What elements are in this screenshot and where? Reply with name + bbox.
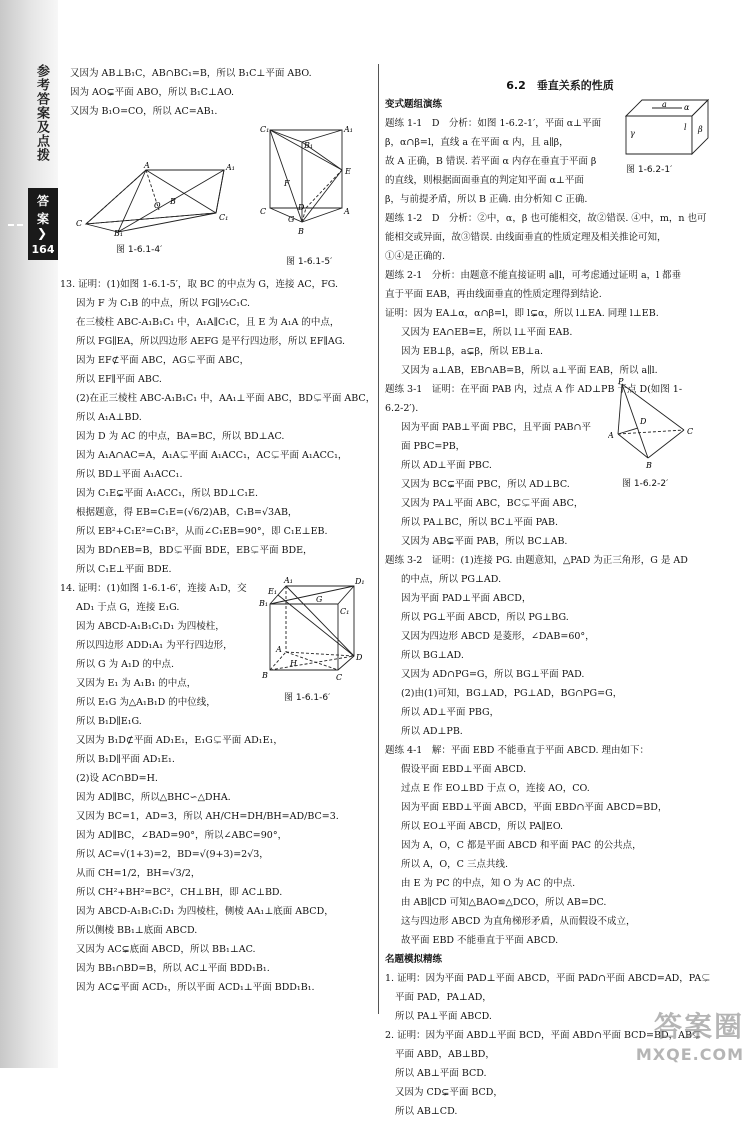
text-line: 所以 EF∥平面 ABC.: [76, 374, 162, 385]
text-line: 平面 PAD，PA⊥AD，: [395, 992, 492, 1003]
fig5-label-B: B: [298, 227, 304, 236]
text-line: 因为 EB⊥β，a⊊β，所以 EB⊥a.: [401, 346, 544, 357]
fig4-label-O: O: [154, 201, 161, 210]
figure-caption: 图 1-6.1-4′: [116, 245, 163, 255]
fig22-label-D: D: [640, 417, 647, 426]
figure-1-6-2-1: [622, 98, 712, 160]
fig4-label-B1: B₁: [114, 229, 124, 236]
prism-edge: [270, 208, 342, 222]
text-line: 能相交或异面，故③错误. 由线面垂直的性质定理及相关推论可知，: [385, 232, 667, 243]
text-line: 又因为 B₁D⊄平面 AD₁E₁，E₁G⊊平面 AD₁E₁，: [76, 735, 283, 746]
text-line: 所以 AD⊥平面 PBG，: [401, 707, 500, 718]
watermark: [636, 1005, 744, 1064]
text-line: 因为平面 EBD⊥平面 ABCD，平面 EBD∩平面 ABCD=BD，: [401, 802, 668, 813]
fig6-label-B1: B₁: [259, 599, 269, 608]
fig5-label-G: G: [288, 215, 295, 224]
edge-PA: [618, 384, 622, 434]
fig22-label-B: B: [646, 461, 652, 470]
text-line: 又因为 E₁ 为 A₁B₁ 的中点，: [76, 678, 197, 689]
text-line: 所以 CH²+BH²=BC²，CH⊥BH，即 AC⊥BD.: [76, 887, 283, 898]
fig6-label-G: G: [316, 595, 323, 604]
text-line: 因为 ABCD-A₁B₁C₁D₁ 为四棱柱，: [76, 621, 225, 632]
fig6-label-A: A: [276, 645, 282, 654]
edge-BC: [648, 430, 684, 458]
figure-1-6-1-6: [256, 574, 368, 682]
text-line: AD₁ 于点 G，连接 E₁G.: [76, 602, 180, 613]
text-line: 所以 A₁A⊥BD.: [76, 412, 142, 423]
text-line: 因为 F 为 C₁B 的中点，所以 FG∥½C₁C.: [76, 298, 251, 309]
text-line: β，α∩β=l，直线 a 在平面 α 内，且 a∥β，: [385, 137, 569, 148]
problem-13-heading: 13. 证明：(1)如图 1-6.1-5′，取 BC 的中点为 G，连接 AC，FG.: [60, 279, 338, 290]
prism-edge: [216, 170, 224, 213]
text-line: 从而 CH=1/2，BH=√3/2，: [76, 868, 201, 879]
fig5-label-C: C: [260, 207, 267, 216]
text-line: 所以 AB⊥平面 BCD.: [395, 1068, 487, 1079]
fig22-label-A: A: [608, 431, 614, 440]
fig5-label-D: D: [298, 203, 305, 212]
text-line: 又因为 BC⊊平面 PBC，所以 AD⊥BC.: [401, 479, 570, 490]
text-line: 所以 AD⊥PB.: [401, 726, 463, 737]
text-line: 面 PBC=PB，: [401, 441, 466, 452]
fig6-label-B: B: [262, 671, 268, 680]
text-line: 所以 PA⊥平面 ABCD.: [395, 1011, 492, 1022]
section-title: 6.2 垂直关系的性质: [506, 79, 614, 92]
text-line: 所以 AB⊥CD.: [395, 1106, 458, 1117]
right-column: [385, 76, 735, 1121]
text-line: 所以四边形 ADD₁A₁ 为平行四边形，: [76, 640, 233, 651]
text-line: 因为平面 PAD⊥平面 ABCD，: [401, 593, 532, 604]
exercise-3-1: 题练 3-1 证明：在平面 PAB 内，过点 A 作 AD⊥PB 于点 D(如图 1-: [385, 384, 683, 395]
fig6-label-H: H: [290, 659, 297, 668]
column-divider: [378, 64, 379, 1014]
text-line: 又因为 AC⊊底面 ABCD，所以 BB₁⊥AC.: [76, 944, 256, 955]
sidebar-title: 参考答案及点拨: [34, 64, 49, 162]
text-line: 的直线，则根据面面垂直的判定知平面 α⊥平面: [385, 175, 584, 186]
text-line: 由 E 为 PC 的中点，知 O 为 AC 的中点.: [401, 878, 576, 889]
text-line: 所以 BD⊥平面 A₁ACC₁.: [76, 469, 183, 480]
text-line: 又因为 BC=1，AD=3，所以 AH/CH=DH/BH=AD/BC=3.: [76, 811, 339, 822]
hidden-edge: [270, 652, 286, 670]
text-line: 直于平面 EAB，再由线面垂直的性质定理得到结论.: [385, 289, 602, 300]
problem-14-heading: 14. 证明：(1)如图 1-6.1-6′，连接 A₁D，交: [60, 583, 247, 594]
text-line: 所以 AD⊥平面 PBC.: [401, 460, 492, 471]
text-line: 所以 FG∥EA，所以四边形 AEFG 是平行四边形，所以 EF∥AG.: [76, 336, 345, 347]
text-line: 因为 A₁A∩AC=A，A₁A⊊平面 A₁ACC₁，AC⊊平面 A₁ACC₁，: [76, 450, 348, 461]
text-line: 由 AB∥CD 可知△BAO≌△DCO，所以 AB=DC.: [401, 897, 607, 908]
fig6-label-A1: A₁: [284, 576, 293, 585]
text-line: 因为 AO⊊平面 ABO，所以 B₁C⊥AO.: [70, 87, 235, 98]
text-line: 又因为 a⊥AB，EB∩AB=B，所以 a⊥平面 EAB，所以 a∥l.: [401, 365, 658, 376]
text-line: 因为 D 为 AC 的中点，BA=BC，所以 BD⊥AC.: [76, 431, 285, 442]
exercise-3-2: 题练 3-2 证明：(1)连接 PG. 由题意知，△PAD 为正三角形，G 是 AD: [385, 555, 688, 566]
text-line: 所以 A，O，C 三点共线.: [401, 859, 508, 870]
diagonal: [270, 586, 354, 604]
fig21-label-a: a: [662, 100, 667, 109]
fig5-label-C1: C₁: [260, 125, 270, 134]
text-line: 因为 AD∥BC，∠BAD=90°，所以∠ABC=90°，: [76, 830, 288, 841]
fig5-label-E: E: [345, 167, 351, 176]
subsection-heading: 变式题组演练: [385, 99, 443, 110]
text-line: 故平面 EBD 不能垂直于平面 ABCD.: [401, 935, 559, 946]
text-line: 因为平面 PAB⊥平面 PBC，且平面 PAB∩平: [401, 422, 591, 433]
edge-PC: [622, 384, 684, 430]
fig6-label-C: C: [336, 673, 343, 682]
text-line: 所以 C₁E⊥平面 BDE.: [76, 564, 172, 575]
text-line: 根据题意，得 EB=C₁E=(√6/2)AB，C₁B=√3AB，: [76, 507, 298, 518]
text-line: 因为 BD∩EB=B，BD⊊平面 BDE，EB⊊平面 BDE，: [76, 545, 313, 556]
exercise-2-1: 题练 2-1 分析：由题意不能直接证明 a∥l，可考虑通过证明 a，l 都垂: [385, 270, 682, 281]
text-line: 所以 G 为 A₁D 的中点.: [76, 659, 174, 670]
figure-caption: 图 1-6.1-5′: [286, 257, 333, 267]
tab-dash-2: [17, 224, 23, 226]
text-line: 又因为 PA⊥平面 ABC，BC⊊平面 ABC，: [401, 498, 584, 509]
question-2: 2. 证明：因为平面 ABD⊥平面 BCD，平面 ABD∩平面 BCD=BD，AB⊊: [385, 1030, 702, 1041]
text-line: 所以 AC=√(1+3)=2，BD=√(9+3)=2√3，: [76, 849, 269, 860]
text-line: 所以 PG⊥平面 ABCD，所以 PG⊥BG.: [401, 612, 569, 623]
text-line: 假设平面 EBD⊥平面 ABCD.: [401, 764, 527, 775]
exercise-1-1: 题练 1-1 D 分析：如图 1-6.2-1′，平面 α⊥平面: [385, 118, 602, 129]
question-1: 1. 证明：因为平面 PAD⊥平面 ABCD，平面 PAD∩平面 ABCD=AD，PA⊊: [385, 973, 711, 984]
page-number: 164: [31, 243, 55, 256]
fig6-label-D: D: [356, 653, 363, 662]
text-line: 因为 EF⊄平面 ABC，AG⊊平面 ABC，: [76, 355, 250, 366]
fig5-label-B1: B₁: [304, 141, 314, 150]
segment: [302, 170, 342, 222]
text-line: 这与四边形 ABCD 为直角梯形矛盾，从而假设不成立，: [401, 916, 636, 927]
exercise-4-1: 题练 4-1 解：平面 EBD 不能垂直于平面 ABCD. 理由如下：: [385, 745, 650, 756]
prism-edge: [118, 170, 146, 232]
text-line: 在三棱柱 ABC-A₁B₁C₁ 中，A₁A∥C₁C，且 E 为 A₁A 的中点，: [76, 317, 340, 328]
text-line: 又因为 AB⊥B₁C，AB∩BC₁=B，所以 B₁C⊥平面 ABO.: [70, 68, 312, 79]
answer-tab: [28, 188, 58, 260]
text-line: 因为 C₁E⊊平面 A₁ACC₁，所以 BD⊥C₁E.: [76, 488, 258, 499]
text-line: 因为 BB₁∩BD=B，所以 AC⊥平面 BDD₁B₁.: [76, 963, 270, 974]
tab-dash-1: [8, 224, 14, 226]
text-line: (2)由(1)可知，BG⊥AD，PG⊥AD，BG∩PG=G，: [401, 688, 623, 699]
fig6-label-C1: C₁: [340, 607, 350, 616]
hidden-edge: [270, 656, 354, 670]
text-line: 又因为 AD∩PG=G，所以 BG⊥平面 PAD.: [401, 669, 585, 680]
text-line: 又因为四边形 ABCD 是菱形，∠DAB=60°，: [401, 631, 595, 642]
text-line: 因为 ABCD-A₁B₁C₁D₁ 为四棱柱，侧棱 AA₁⊥底面 ABCD，: [76, 906, 334, 917]
text-line: (2)设 AC∩BD=H.: [76, 773, 158, 784]
segment: [270, 130, 342, 170]
text-line: β，与前提矛盾，所以 B 正确. 由分析知 C 正确.: [385, 194, 588, 205]
figure-caption: 图 1-6.2-1′: [626, 165, 673, 175]
plane-beta: [626, 116, 692, 154]
sidebar: [0, 0, 58, 1068]
text-line: 又因为 EA∩EB=E，所以 l⊥平面 EAB.: [401, 327, 573, 338]
text-line: 的中点，所以 PG⊥AD.: [401, 574, 502, 585]
fig22-label-P: P: [618, 378, 624, 386]
text-line: 所以 EB²+C₁E²=C₁B²，从而∠C₁EB=90°，即 C₁E⊥EB.: [76, 526, 328, 537]
answer-tab-char-1: 答: [36, 194, 49, 208]
fig21-label-alpha: α: [684, 103, 690, 112]
fig6-label-D1: D₁: [355, 577, 365, 586]
text-line: 6.2-2′).: [385, 403, 419, 414]
figure-1-6-2-2: [608, 378, 698, 470]
text-line: 证明：因为 EA⊥α，α∩β=l，即 l⊊α，所以 l⊥EA. 同理 l⊥EB.: [385, 308, 659, 319]
fig5-label-F: F: [284, 179, 290, 188]
text-line: 所以 PA⊥BC，所以 BC⊥平面 PAB.: [401, 517, 559, 528]
fig4-label-A1: A₁: [226, 163, 235, 172]
text-line: 所以 B₁D∥E₁G.: [76, 716, 142, 727]
text-line: 所以 BG⊥AD.: [401, 650, 464, 661]
fig4-label-A: A: [144, 161, 150, 170]
text-line: 又因为 CD⊊平面 BCD，: [395, 1087, 503, 1098]
figure-1-6-1-5: [258, 122, 358, 246]
fig5-label-A1: A₁: [344, 125, 353, 134]
watermark-url: MXQE.COM: [635, 1045, 744, 1064]
text-line: 故 A 正确，B 错误. 若平面 α 内存在垂直于平面 β: [385, 156, 597, 167]
text-line: 又因为 AB⊊平面 PAB，所以 BC⊥AB.: [401, 536, 568, 547]
text-line: 又因为 B₁O=CO，所以 AC=AB₁.: [70, 106, 218, 117]
text-line: 因为 A，O，C 都是平面 ABCD 和平面 PAC 的公共点，: [401, 840, 642, 851]
answer-tab-char-2: 案: [36, 212, 49, 226]
watermark-text: 答案圈: [653, 1010, 744, 1043]
text-line: 因为 AD∥BC，所以△BHC∽△DHA.: [76, 792, 231, 803]
fig6-label-E1: E₁: [268, 587, 278, 596]
fig21-label-l: l: [684, 123, 687, 132]
text-line: 所以 B₁D∥平面 AD₁E₁.: [76, 754, 175, 765]
exercise-1-2: 题练 1-2 D 分析：②中，α，β 也可能相交，故②错误. ④中，m，n 也可: [385, 213, 707, 224]
text-line: 所以 E₁G 为△A₁B₁D 的中位线，: [76, 697, 216, 708]
fig21-label-gamma: γ: [630, 129, 635, 138]
subsection-heading: 名题模拟精练: [385, 954, 443, 965]
text-line: (2)在正三棱柱 ABC-A₁B₁C₁ 中，AA₁⊥平面 ABC，BD⊊平面 ABC，: [76, 393, 376, 404]
text-line: 所以侧棱 BB₁⊥底面 ABCD.: [76, 925, 198, 936]
text-line: ①④是正确的.: [385, 251, 446, 262]
fig21-label-beta: β: [698, 125, 703, 134]
figure-caption: 图 1-6.2-2′: [622, 479, 669, 489]
text-line: 过点 E 作 EO⊥BD 于点 O，连接 AO，CO.: [401, 783, 590, 794]
text-line: 所以 EO⊥平面 ABCD，所以 PA∥EO.: [401, 821, 564, 832]
chevron-right-icon: ❯: [37, 226, 48, 240]
text-line: 平面 ABD，AB⊥BD，: [395, 1049, 495, 1060]
fig4-label-C1: C₁: [219, 213, 229, 222]
text-line: 因为 AC⊊平面 ACD₁，所以平面 ACD₁⊥平面 BDD₁B₁.: [76, 982, 315, 993]
fig4-label-B: B: [170, 197, 176, 206]
hidden-edge: [306, 170, 342, 208]
figure-1-6-1-4: [64, 158, 254, 236]
fig22-label-C: C: [687, 427, 694, 436]
figure-caption: 图 1-6.1-6′: [284, 693, 331, 703]
fig5-label-A: A: [344, 207, 350, 216]
fig4-label-C: C: [76, 219, 83, 228]
